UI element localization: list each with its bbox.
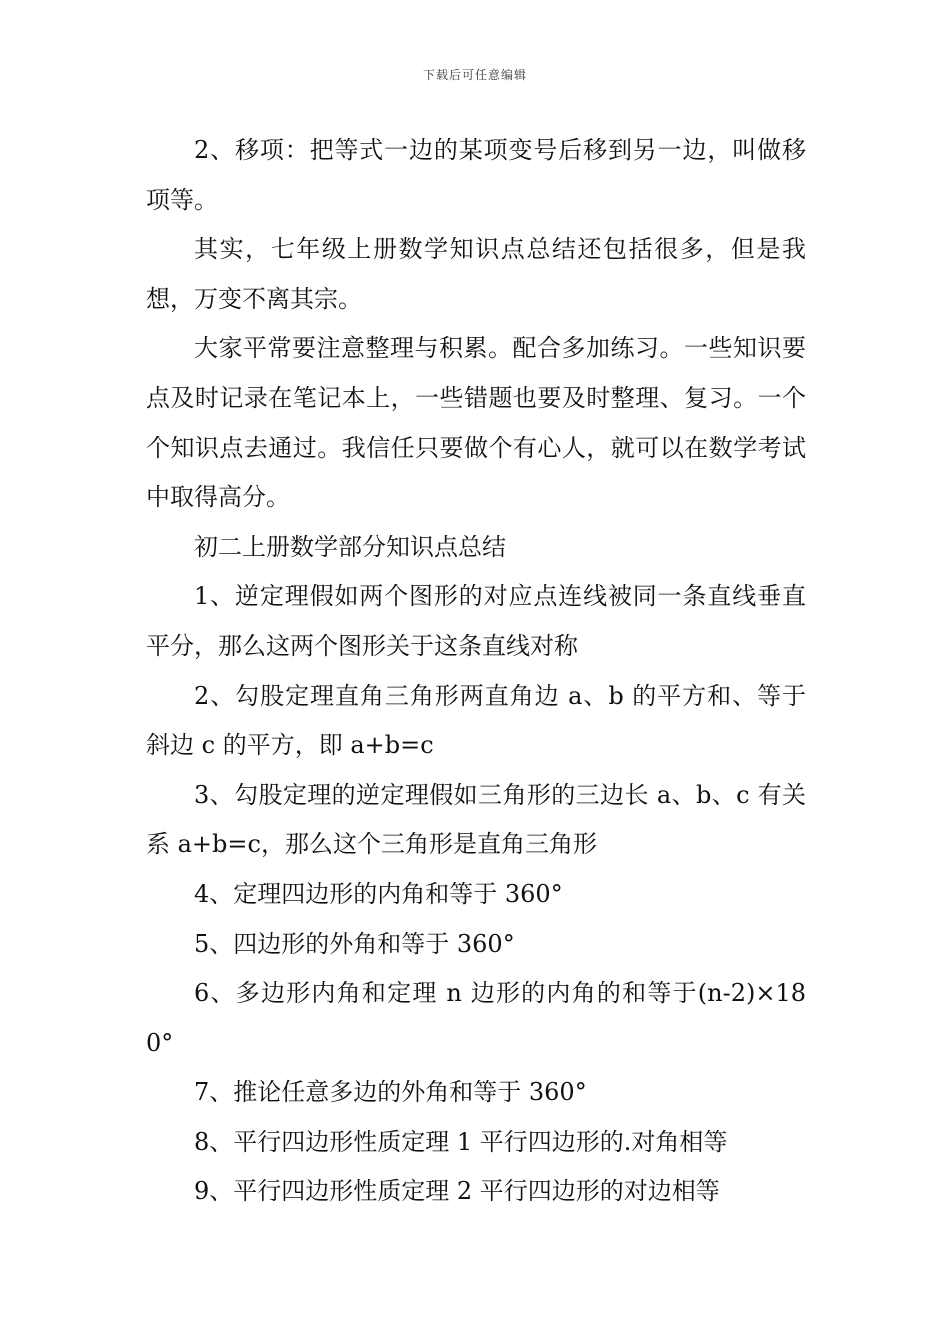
list-item-9: 9、平行四边形性质定理 2 平行四边形的对边相等 bbox=[194, 1177, 720, 1206]
section-heading: 初二上册数学部分知识点总结 bbox=[194, 532, 506, 561]
paragraph-transposition: 2、移项：把等式一边的某项变号后移到另一边，叫做移项等。 bbox=[146, 136, 806, 214]
list-item-8: 8、平行四边形性质定理 1 平行四边形的.对角相等 bbox=[194, 1127, 728, 1156]
list-item-6: 6、多边形内角和定理 n 边形的内角的和等于(n-2)×180° bbox=[146, 979, 806, 1057]
list-item-7: 7、推论任意多边的外角和等于 360° bbox=[194, 1078, 587, 1107]
list-item-3: 3、勾股定理的逆定理假如三角形的三边长 a、b、c 有关系 a+b=c，那么这个三角形是直角三角形 bbox=[146, 780, 806, 859]
list-item-2: 2、勾股定理直角三角形两直角边 a、b 的平方和、等于斜边 c 的平方，即 a+b=c bbox=[146, 681, 806, 760]
list-item-1: 1、逆定理假如两个图形的对应点连线被同一条直线垂直平分，那么这两个图形关于这条直线对称 bbox=[146, 582, 806, 660]
paragraph-summary-intro: 其实，七年级上册数学知识点总结还包括很多，但是我想，万变不离其宗。 bbox=[146, 235, 806, 313]
list-item-4: 4、定理四边形的内角和等于 360° bbox=[194, 879, 563, 908]
document-body bbox=[146, 126, 806, 1217]
page-header: 下载后可任意编辑 bbox=[422, 68, 527, 82]
paragraph-study-advice: 大家平常要注意整理与积累。配合多加练习。一些知识要点及时记录在笔记本上，一些错题也要及时整理、复习。一个个知识点去通过。我信任只要做个有心人，就可以在数学考试中取得高分。 bbox=[146, 334, 806, 512]
list-item-5: 5、四边形的外角和等于 360° bbox=[194, 929, 515, 958]
